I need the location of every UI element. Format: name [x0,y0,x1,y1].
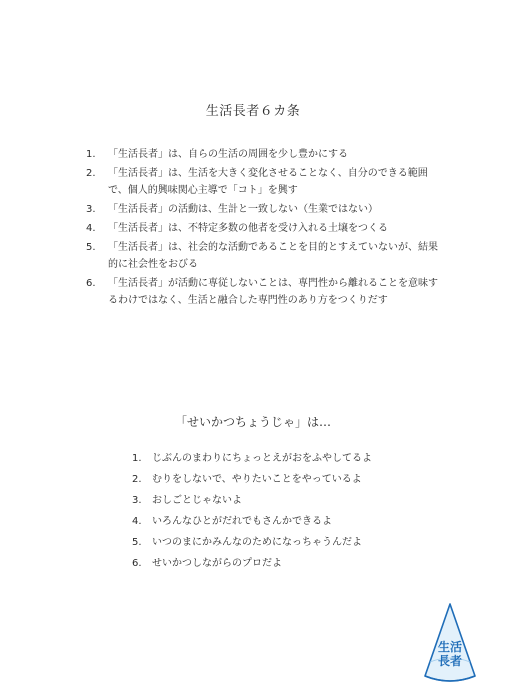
item-number: 6. [86,278,96,289]
articles-list [86,146,446,311]
list-item [132,513,432,530]
item-text: 「生活長者」は、生活を大きく変化させることなく、自分のできる範囲で、個人的興味関心主導で「コト」を興す [108,168,428,196]
item-text: せいかつしながらのプロだよ [152,558,282,569]
page-title: 生活長者６カ条 [205,104,301,119]
list-item [132,492,432,509]
list-item [132,471,432,488]
item-text: むりをしないで、やりたいことをやっているよ [152,474,362,485]
list-item [132,450,432,467]
kids-articles-list [132,450,432,576]
list-item [86,146,446,163]
item-number: 3. [132,495,142,506]
item-text: じぶんのまわりにちょっとえがおをふやしてるよ [152,453,372,464]
item-text: いつのまにかみんなのためになっちゃうんだよ [152,537,362,548]
item-number: 5. [132,537,142,548]
item-text: 「生活長者」の活動は、生計と一致しない（生業ではない） [108,204,378,215]
item-number: 4. [132,516,142,527]
item-number: 5. [86,242,96,253]
item-text: 「生活長者」が活動に専従しないことは、専門性から離れることを意味するわけではなく、生活と融合した専門性のあり方をつくりだす [108,278,438,306]
list-item [132,534,432,551]
list-item [86,275,446,309]
item-text: 「生活長者」は、社会的な活動であることを目的とすえていないが、結果的に社会性をおびる [108,242,438,270]
item-number: 1. [86,149,96,160]
item-text: おしごとじゃないよ [152,495,242,506]
item-text: 「生活長者」は、不特定多数の他者を受け入れる土壌をつくる [108,223,388,234]
logo-text-line1: 生活 [437,640,462,654]
item-number: 1. [132,453,142,464]
item-number: 3. [86,204,96,215]
item-number: 2. [86,168,96,179]
item-text: 「生活長者」は、自らの生活の周囲を少し豊かにする [108,149,348,160]
list-item [86,201,446,218]
logo-text-line2: 長者 [437,654,462,668]
list-item [86,239,446,273]
list-item [132,555,432,572]
item-number: 4. [86,223,96,234]
section-subtitle: 「せいかつちょうじゃ」は… [174,415,331,429]
item-number: 2. [132,474,142,485]
item-text: いろんなひとがだれでもさんかできるよ [152,516,332,527]
list-item [86,220,446,237]
list-item [86,165,446,199]
item-number: 6. [132,558,142,569]
